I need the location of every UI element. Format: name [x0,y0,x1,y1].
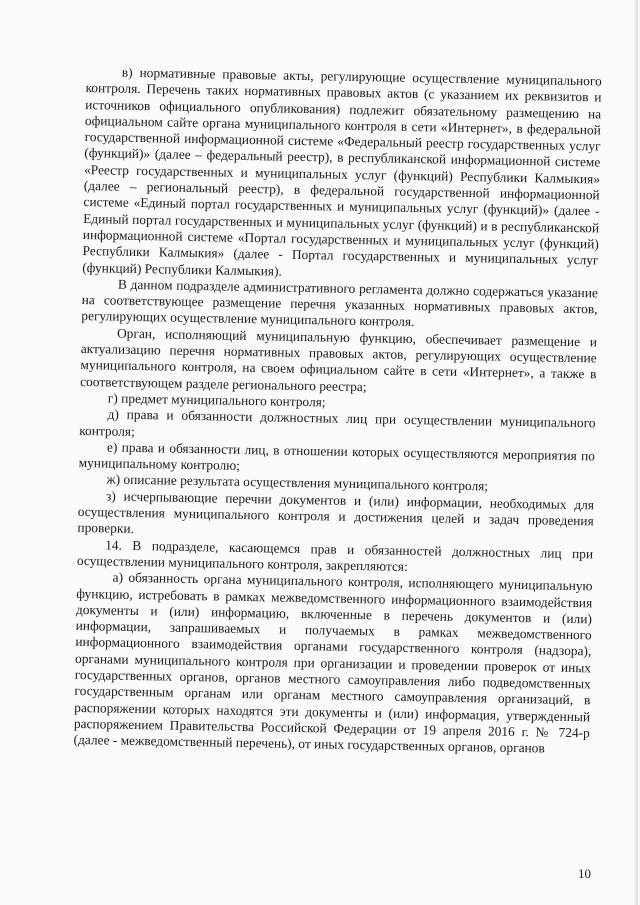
page-number: 10 [578,866,591,881]
page-edge-shadow [635,0,638,905]
list-item-e: е) права и обязанности лиц, в отношении которых осуществляются мероприятия по муниципальному контролю; [78,439,596,474]
list-item-g: г) предмет муниципального контроля; [107,390,326,410]
list-item-z: з) исчерпывающие перечни документов и (или) информации, необходимых для осуществления муниципального контроля и достижения целей и задач проведения проверки. [77,488,595,537]
paragraph-14-a: а) обязанность органа муниципального контроля, исполняющего муниципальную функцию, истребовать в рамках межведомственного информационного взаимодействия документы и (или) информацию, включенные в перечень документов и (или) информации, запрашиваемых и получаемых в рамках межведомственного информационного взаимодействия органами государственного контроля (надзора), органами муниципального контроля при организации и проведении проверок от иных государственных органов, органов местного самоуправления либо подведомственных государственным органам или органам местного самоуправления организаций, в распоряжении которых находятся эти документы и (или) информация, утвержденный распоряжением Правительства Российской Федерации от 19 апреля 2016 г. № 724-р (далее - межведомственный перечень), от иных государственных органов, органов [73,569,593,756]
document-body [73,64,601,758]
list-item-zh: ж) описание результата осуществления муниципального контроля; [106,471,489,494]
paragraph-organ-obligations: Орган, исполняющий муниципальную функцию, обеспечивает размещение и актуализацию перечня нормативных правовых актов, регулирующих осуществление муниципального контроля, на своем официальном сайте в сети «Интернет», а также в соответствующем разделе регионального реестра; [80,325,598,394]
paragraph-v-normative-acts: в) нормативные правовые акты, регулирующие осуществление муниципального контроля. Перечень таких нормативных правовых актов (с указанием их реквизитов и источников официального опубликования) подлежит обязательному размещению на официальном сайте органа муниципального контроля в сети «Интернет», в федеральной государственной информационной системе «Федеральный реестр государственных услуг (функций)» (далее – федеральный реестр), в республиканской информационной системе «Реестр государственных и муниципальных услуг (функций) Республики Калмыкия» (далее – региональный реестр), в федеральной государственной информационной системе «Единый портал государственных и муниципальных услуг (функций)» (далее - Единый портал государственных и муниципальных услуг (функций) и в республиканской информационной системе «Портал государственных и муниципальных услуг (функций) Республики Калмыкия» (далее - Портал государственных и муниципальных услуг (функций) Республики Калмыкия). [82,64,602,279]
paragraph-section-content: В данном подразделе административного регламента должно содержаться указание на соответствующее размещение перечня указанных нормативных правовых актов, регулирующих осуществление муниципального контроля. [81,276,599,330]
list-item-d: д) права и обязанности должностных лиц при осуществлении муниципального контроля; [79,406,596,439]
paragraph-14: 14. В подразделе, касающемся прав и обязанностей должностных лиц при осуществлении муниципального контроля, закрепляются: [76,537,594,574]
